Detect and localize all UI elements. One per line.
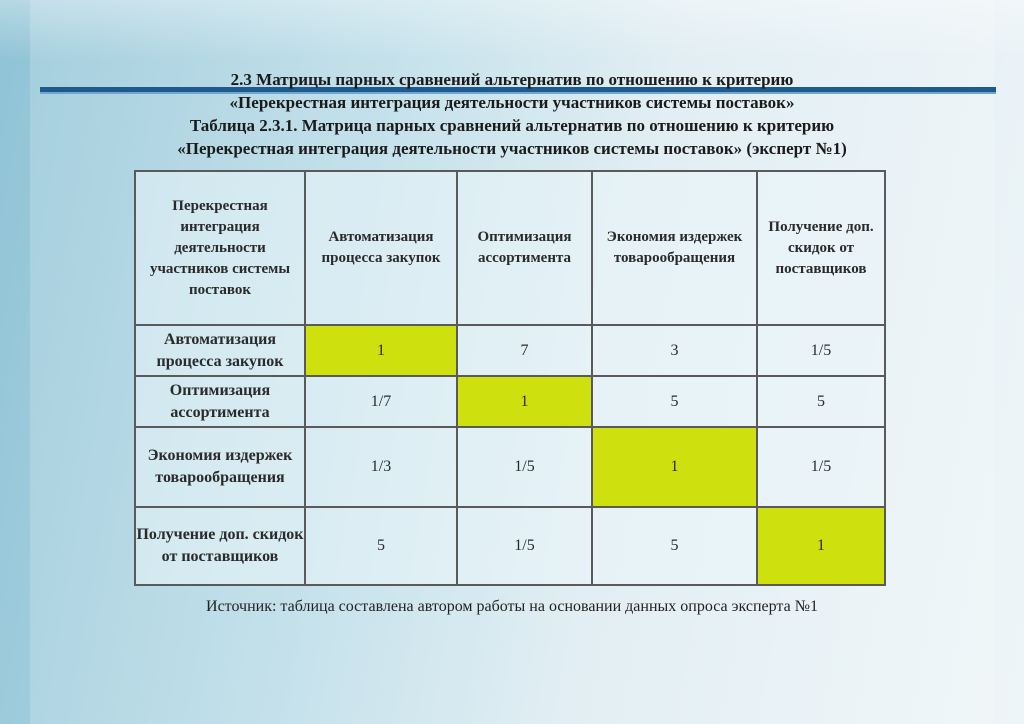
header-row <box>135 171 885 325</box>
matrix-cell: 1/5 <box>757 325 885 376</box>
table-row <box>135 507 885 585</box>
matrix-cell: 5 <box>592 376 757 427</box>
row-header: Оптимизация ассортимента <box>135 376 305 427</box>
matrix-cell: 5 <box>757 376 885 427</box>
column-header: Автоматизация процесса закупок <box>305 171 457 325</box>
table-row <box>135 325 885 376</box>
matrix-cell: 1/3 <box>305 427 457 507</box>
table-row <box>135 376 885 427</box>
corner-criterion: Перекрестная интеграция деятельности участников системы поставок <box>135 171 305 325</box>
section-title: 2.3 Матрицы парных сравнений альтернатив по отношению к критерию <box>230 70 794 89</box>
table-row <box>135 427 885 507</box>
source-note: Источник: таблица составлена автором работы на основании данных опроса эксперта №1 <box>206 598 818 615</box>
section-subtitle: «Перекрестная интеграция деятельности участников системы поставок» <box>229 93 795 112</box>
matrix-cell: 1 <box>757 507 885 585</box>
row-header: Экономия издержек товарообращения <box>135 427 305 507</box>
column-header: Получение доп. скидок от поставщиков <box>757 171 885 325</box>
matrix-cell: 5 <box>592 507 757 585</box>
top-sheen <box>0 0 1024 60</box>
matrix-cell: 1/5 <box>757 427 885 507</box>
matrix-cell: 1 <box>305 325 457 376</box>
matrix-cell: 5 <box>305 507 457 585</box>
slide-headings <box>0 68 1024 160</box>
matrix-cell: 7 <box>457 325 592 376</box>
column-header: Экономия издержек товарообращения <box>592 171 757 325</box>
matrix-cell: 1/5 <box>457 507 592 585</box>
row-header: Автоматизация процесса закупок <box>135 325 305 376</box>
matrix-cell: 3 <box>592 325 757 376</box>
row-header: Получение доп. скидок от поставщиков <box>135 507 305 585</box>
comparison-matrix <box>134 170 886 586</box>
matrix-cell: 1 <box>592 427 757 507</box>
table-caption-criterion: «Перекрестная интеграция деятельности участников системы поставок» (эксперт №1) <box>177 139 847 158</box>
column-header: Оптимизация ассортимента <box>457 171 592 325</box>
table-caption: Таблица 2.3.1. Матрица парных сравнений альтернатив по отношению к критерию <box>189 116 835 135</box>
matrix-cell: 1/5 <box>457 427 592 507</box>
matrix-cell: 1/7 <box>305 376 457 427</box>
matrix-cell: 1 <box>457 376 592 427</box>
